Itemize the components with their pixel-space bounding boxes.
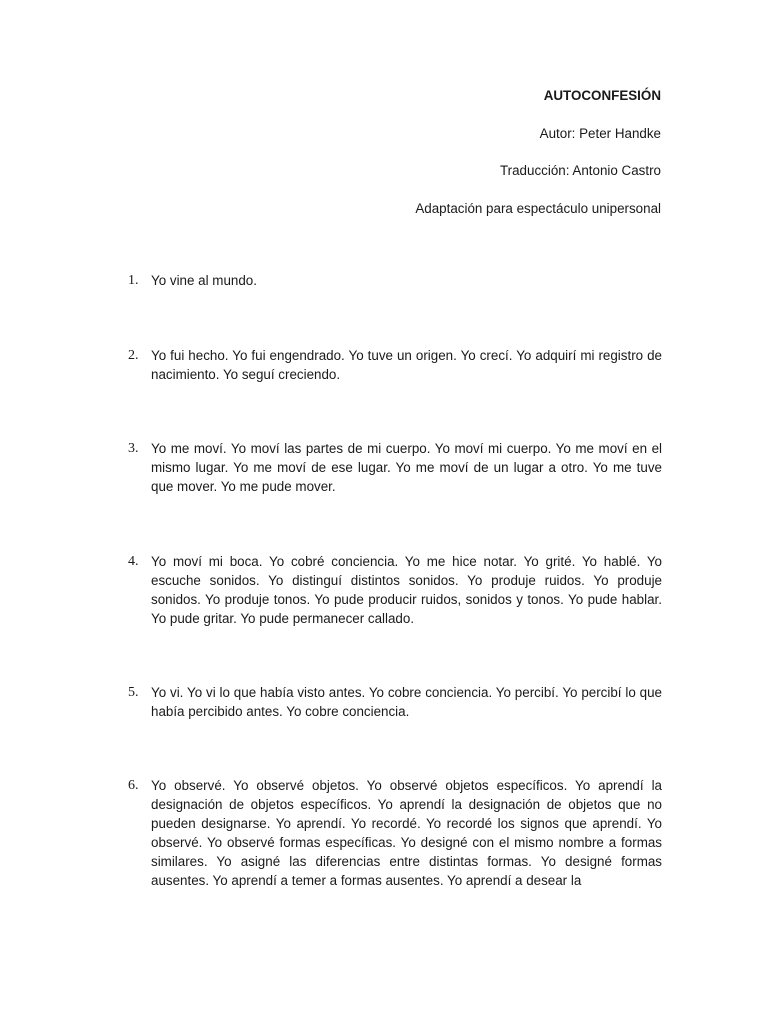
paragraph-number: 3.	[128, 441, 139, 456]
paragraph-number: 2.	[128, 348, 139, 363]
numbered-paragraph-3	[128, 439, 662, 496]
translation-line: Traducción: Antonio Castro	[499, 163, 661, 178]
paragraph-text: Yo vine al mundo.	[151, 273, 257, 288]
numbered-paragraph-4	[128, 552, 662, 628]
paragraph-number: 6.	[128, 778, 139, 793]
document-title: AUTOCONFESIÓN	[543, 88, 661, 103]
document-header	[415, 86, 661, 236]
paragraph-number: 5.	[128, 685, 139, 700]
numbered-paragraph-1	[128, 271, 662, 290]
paragraph-number: 1.	[128, 273, 139, 288]
numbered-paragraph-5	[128, 683, 662, 721]
paragraph-text: Yo observé. Yo observé objetos. Yo observé objetos específicos. Yo aprendí la designación de objetos específicos. Yo aprendí la designación de objetos que no pueden designarse. Yo aprendí. Yo recordé. Yo recordé los signos que aprendí. Yo observé. Yo observé formas específicas. Yo designé con el mismo nombre a formas similares. Yo asigné las diferencias entre distintas formas. Yo designé formas ausentes. Yo aprendí a temer a formas ausentes. Yo aprendí a desear la	[151, 778, 662, 888]
paragraph-number: 4.	[128, 554, 139, 569]
paragraph-text: Yo fui hecho. Yo fui engendrado. Yo tuve un origen. Yo crecí. Yo adquirí mi registro de nacimiento. Yo seguí creciendo.	[151, 348, 662, 382]
paragraph-text: Yo moví mi boca. Yo cobré conciencia. Yo me hice notar. Yo grité. Yo hablé. Yo escuche sonidos. Yo distinguí distintos sonidos. Yo produje ruidos. Yo produje sonidos. Yo produje tonos. Yo pude producir ruidos, sonidos y tonos. Yo pude hablar. Yo pude gritar. Yo pude permanecer callado.	[151, 554, 662, 626]
numbered-paragraph-2	[128, 346, 662, 384]
paragraph-text: Yo vi. Yo vi lo que había visto antes. Yo cobre conciencia. Yo percibí. Yo percibí lo que había percibido antes. Yo cobre conciencia.	[151, 685, 662, 719]
author-line: Autor: Peter Handke	[539, 125, 661, 141]
paragraph-text: Yo me moví. Yo moví las partes de mi cuerpo. Yo moví mi cuerpo. Yo me moví en el mismo lugar. Yo me moví de ese lugar. Yo me moví de un lugar a otro. Yo me tuve que mover. Yo me pude mover.	[151, 441, 662, 494]
numbered-paragraph-6	[128, 776, 662, 890]
adaptation-line: Adaptación para espectáculo unipersonal	[415, 200, 661, 216]
